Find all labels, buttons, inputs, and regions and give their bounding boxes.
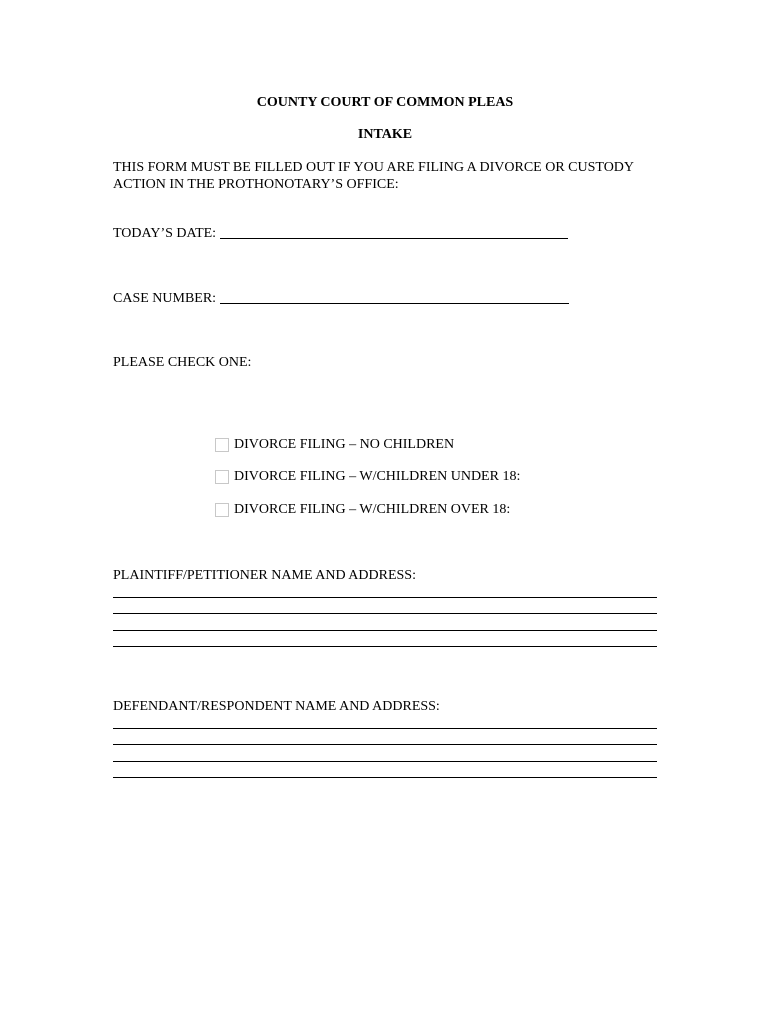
case-number-input[interactable] [220,303,569,304]
plaintiff-label: PLAINTIFF/PETITIONER NAME AND ADDRESS: [113,568,416,583]
checkbox-children-under-18[interactable] [215,470,229,484]
plaintiff-line-1[interactable] [113,597,657,598]
option-no-children[interactable] [215,437,454,453]
defendant-line-2[interactable] [113,744,657,745]
plaintiff-line-4[interactable] [113,646,657,647]
form-subtitle: INTAKE [357,127,413,142]
option-children-over-18-label: DIVORCE FILING – W/CHILDREN OVER 18: [234,502,511,517]
case-number-label: CASE NUMBER: [113,291,217,306]
court-title: COUNTY COURT OF COMMON PLEAS [256,95,514,110]
todays-date-label: TODAY’S DATE: [113,226,217,241]
intro-text: THIS FORM MUST BE FILLED OUT IF YOU ARE FILING A DIVORCE OR CUSTODY ACTION IN THE PROTHONOTARY’S OFFICE: [113,160,634,192]
checkbox-children-over-18[interactable] [215,503,229,517]
checkbox-no-children[interactable] [215,438,229,452]
todays-date-field [113,225,568,242]
option-no-children-label: DIVORCE FILING – NO CHILDREN [234,437,455,452]
option-children-under-18[interactable] [215,469,520,485]
defendant-line-3[interactable] [113,761,657,762]
plaintiff-line-2[interactable] [113,613,657,614]
option-children-over-18[interactable] [215,502,510,518]
defendant-line-1[interactable] [113,728,657,729]
option-children-under-18-label: DIVORCE FILING – W/CHILDREN UNDER 18: [234,469,521,484]
case-number-field [113,290,569,307]
plaintiff-line-3[interactable] [113,630,657,631]
defendant-line-4[interactable] [113,777,657,778]
defendant-label: DEFENDANT/RESPONDENT NAME AND ADDRESS: [113,699,440,714]
todays-date-input[interactable] [220,238,568,239]
check-section-label: PLEASE CHECK ONE: [113,355,252,370]
